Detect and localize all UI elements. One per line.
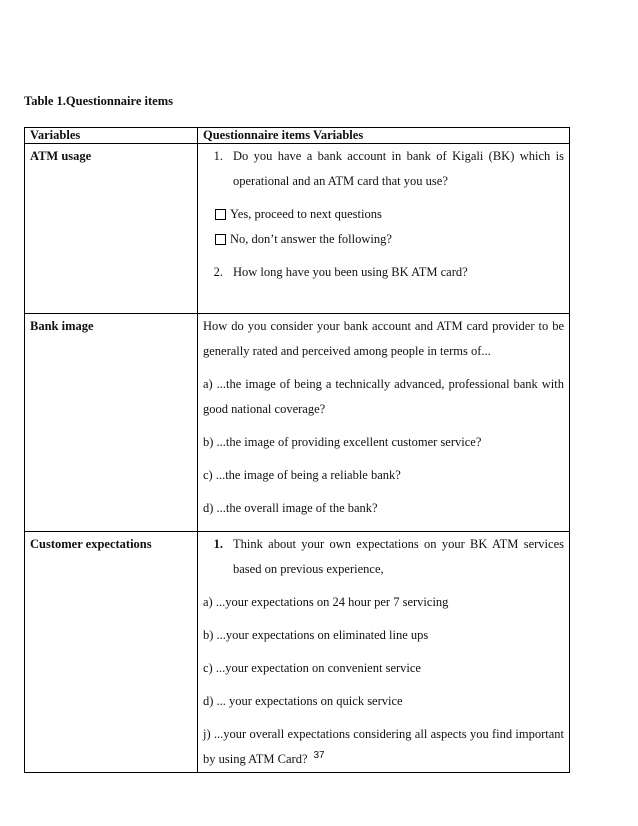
row-label-bank-image: Bank image [25,314,198,532]
sub-item: b) ...the image of providing excellent customer service? [203,435,482,449]
sub-item: j) ...your overall expectations considering all aspects you find important by using ATM Card? [203,727,564,766]
question-item [203,144,564,194]
sub-item: a) ...the image of being a technically advanced, professional bank with good national coverage? [203,377,564,416]
option-no-label: No, don’t answer the following? [230,232,392,246]
sub-item: a) ...your expectations on 24 hour per 7 servicing [203,595,449,609]
table-row [25,532,570,773]
table-header-row [25,128,570,144]
sub-item: d) ... your expectations on quick service [203,694,403,708]
sub-item: b) ...your expectations on eliminated line ups [203,628,429,642]
question-text: How long have you been using BK ATM card? [233,265,468,279]
row-content-customer-expectations [198,532,570,773]
table-row [25,144,570,314]
question-number: 1. [213,537,223,551]
table-row [25,314,570,532]
row-label-atm-usage: ATM usage [25,144,198,314]
option-no[interactable] [203,227,564,252]
header-questionnaire-items: Questionnaire items Variables [198,128,570,144]
table-caption: Table 1.Questionnaire items [24,94,173,108]
row-label-customer-expectations: Customer expectations [25,532,198,773]
question-text: Do you have a bank account in bank of Kigali (BK) which is operational and an ATM card that you use? [233,149,564,188]
question-number: 1. [213,149,223,163]
question-intro: How do you consider your bank account and ATM card provider to be generally rated and perceived among people in terms of... [203,319,564,358]
sub-item: c) ...the image of being a reliable bank? [203,468,401,482]
option-yes[interactable] [203,202,564,227]
page-number: 37 [313,750,325,761]
row-content-bank-image [198,314,570,532]
sub-item: d) ...the overall image of the bank? [203,501,378,515]
questionnaire-table [24,127,570,773]
header-variables: Variables [25,128,198,144]
option-yes-label: Yes, proceed to next questions [230,207,382,221]
question-number: 2. [213,265,223,279]
question-text: Think about your own expectations on your BK ATM services based on previous experience, [233,537,564,576]
row-content-atm-usage [198,144,570,314]
question-item [203,532,564,582]
checkbox-icon[interactable] [215,209,226,220]
sub-item: c) ...your expectation on convenient service [203,661,421,675]
checkbox-icon[interactable] [215,234,226,245]
question-item [203,260,564,285]
